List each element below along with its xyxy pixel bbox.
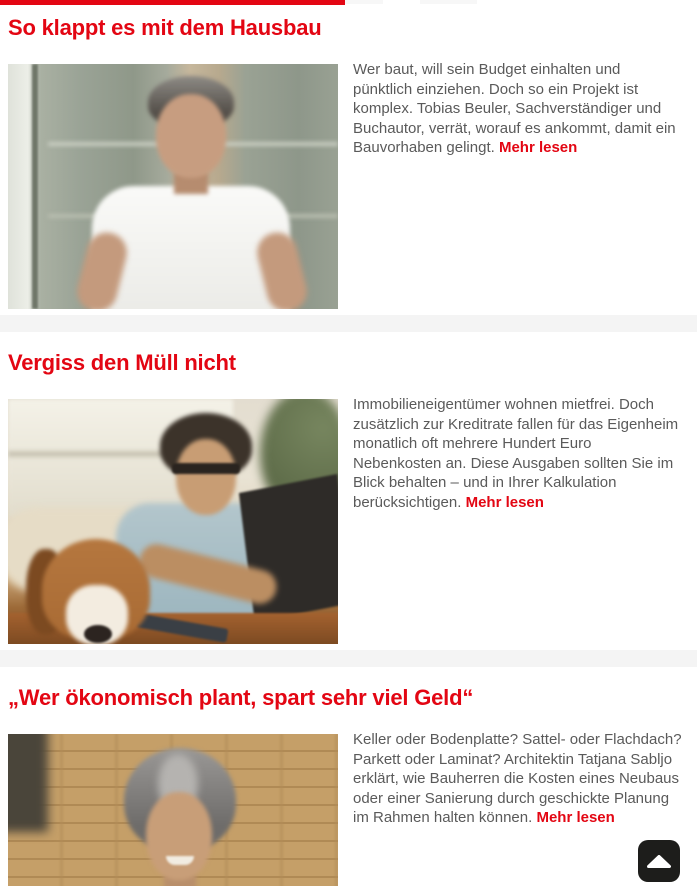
summary-text: Immobilieneigentümer wohnen mietfrei. Doch zusätzlich zur Kreditrate fallen für das Eigenheim monatlich oft mehrere Hundert Euro Nebenkosten an. Diese Ausgaben sollten Sie im Blick behalten – und in Ihrer Kalkulation berücksichtigen. <box>353 396 679 511</box>
article-summary <box>353 60 683 158</box>
top-ghost-block <box>420 0 477 4</box>
mehr-lesen-link[interactable]: Mehr lesen <box>536 809 615 826</box>
mehr-lesen-link[interactable]: Mehr lesen <box>498 139 578 156</box>
article-row <box>8 731 689 886</box>
article-teaser-hausbau <box>0 0 697 309</box>
article-row <box>8 396 689 644</box>
article-title[interactable]: Vergiss den Müll nicht <box>8 350 236 375</box>
photo-shape <box>32 64 38 309</box>
photo-shape <box>156 94 226 178</box>
top-accent-bar <box>0 0 345 5</box>
article-teaser-planung <box>0 667 697 886</box>
photo-shape <box>8 734 48 832</box>
photo-shape <box>172 463 240 474</box>
article-teaser-nebenkosten <box>0 332 697 644</box>
article-image-nebenkosten[interactable] <box>8 399 338 644</box>
article-title[interactable]: „Wer ökonomisch plant, spart sehr viel Geld“ <box>8 685 474 710</box>
photo-shape <box>84 625 112 643</box>
article-image-architektin[interactable] <box>8 734 338 886</box>
article-title[interactable]: So klappt es mit dem Hausbau <box>8 15 322 40</box>
mehr-lesen-link[interactable]: Mehr lesen <box>465 493 544 511</box>
section-divider <box>0 315 697 332</box>
photo-shape <box>146 792 212 880</box>
article-summary <box>353 395 683 512</box>
article-row <box>8 61 689 309</box>
section-divider <box>0 650 697 667</box>
article-summary <box>353 730 683 828</box>
summary-text: Wer baut, will sein Budget einhalten und pünktlich einziehen. Doch so ein Projekt ist komplex. Tobias Beuler, Sachverständiger und Buchautor, verrät, worauf es ankommt, damit ein Bauvorhaben gelingt. <box>353 61 676 156</box>
article-image-hausbau[interactable] <box>8 64 338 309</box>
photo-shape <box>176 439 236 515</box>
chevron-up-icon <box>647 855 671 868</box>
scroll-to-top-button[interactable] <box>638 840 680 882</box>
summary-text: Keller oder Bodenplatte? Sattel- oder Flachdach? Parkett oder Laminat? Architektin Tatjana Sabljo erklärt, wie Bauherren die Kosten eines Neubaus oder einer Sanierung durch geschickte Planung im Rahmen halten können. <box>353 731 682 826</box>
